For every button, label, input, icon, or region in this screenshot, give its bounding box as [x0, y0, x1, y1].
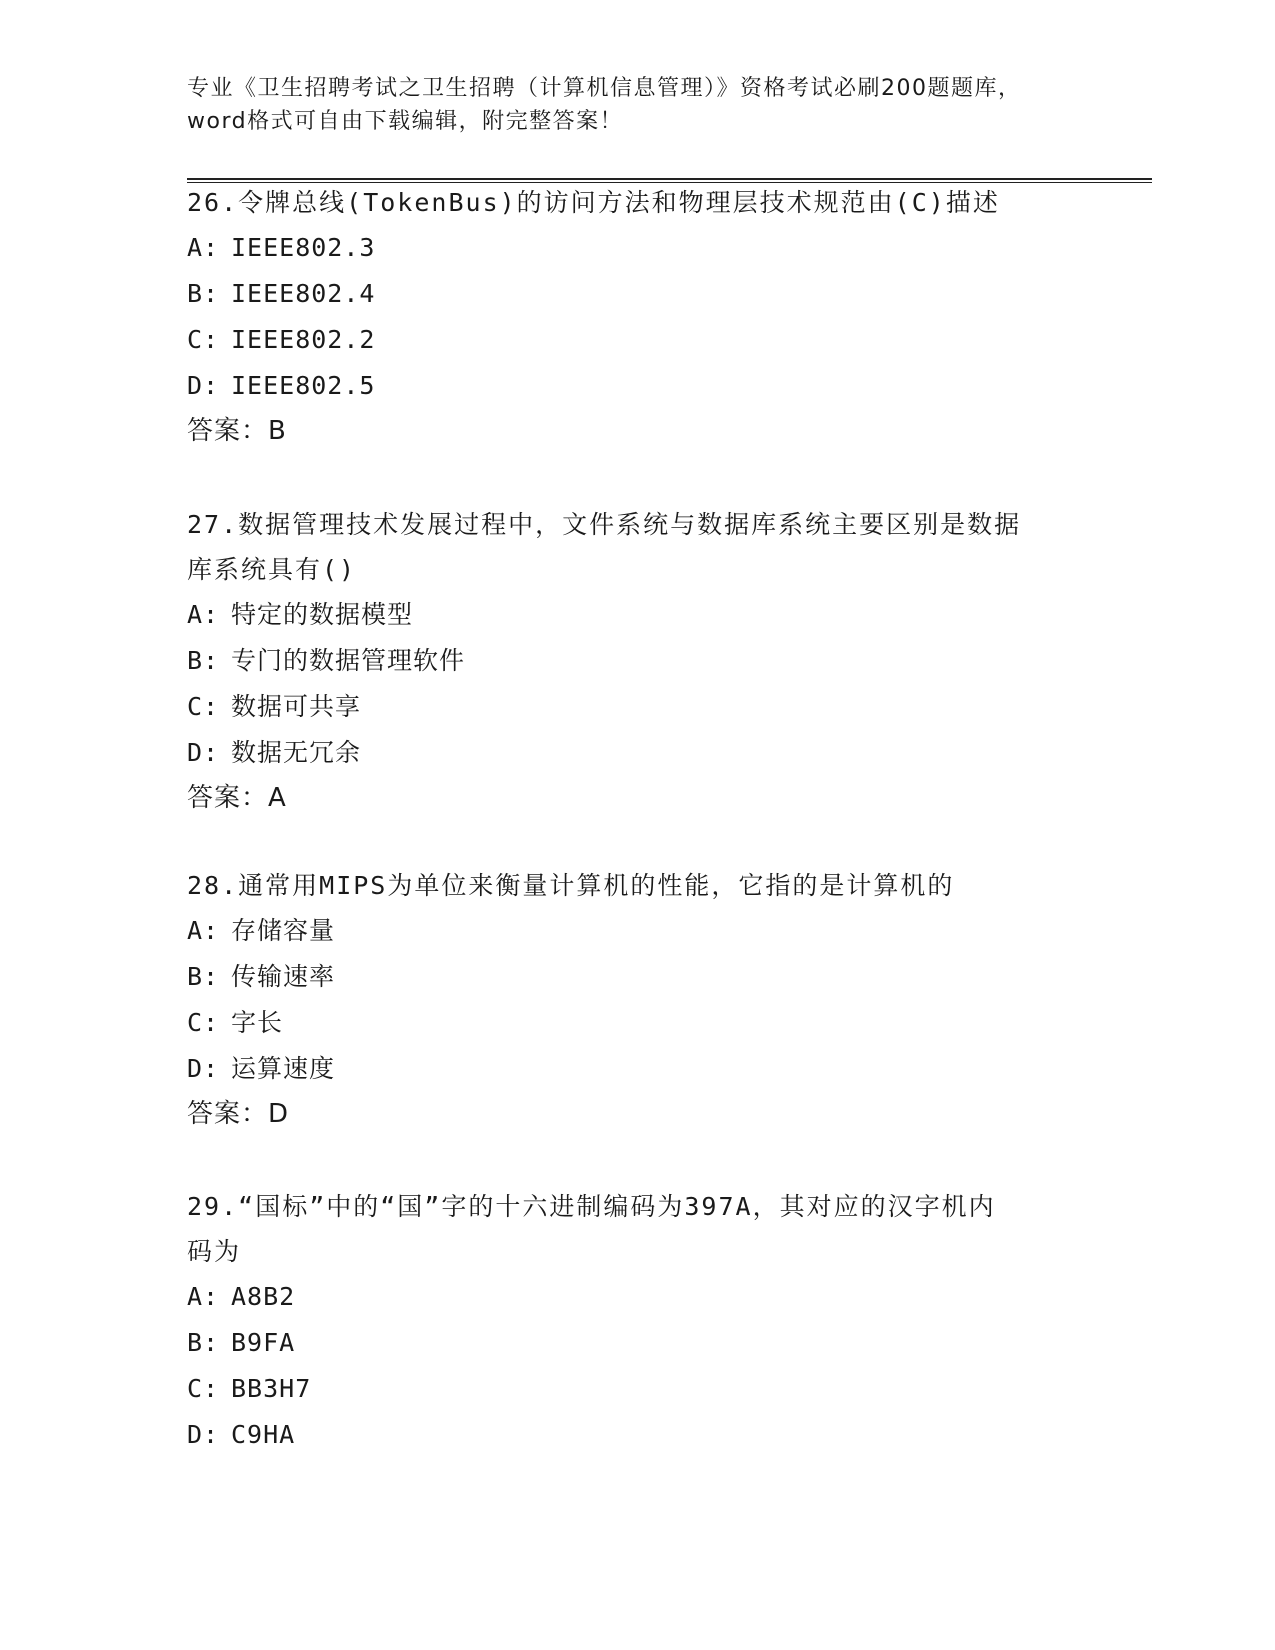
option-text: IEEE802.4	[231, 279, 376, 308]
question-line: 29.“国标”中的“国”字的十六进制编码为397A，其对应的汉字机内	[187, 1192, 996, 1221]
option-a	[187, 1274, 1087, 1320]
option-text: 存储容量	[231, 916, 336, 945]
question-text	[187, 180, 1087, 225]
option-b	[187, 638, 1087, 684]
question-line: 库系统具有()	[187, 555, 357, 584]
question-28	[187, 863, 1087, 1138]
option-text: B9FA	[231, 1328, 296, 1357]
question-text	[187, 863, 1087, 908]
option-d	[187, 730, 1087, 776]
question-26	[187, 180, 1087, 455]
question-27	[187, 502, 1087, 822]
question-line: 28.通常用MIPS为单位来衡量计算机的性能，它指的是计算机的	[187, 871, 955, 900]
option-text: 专门的数据管理软件	[231, 646, 466, 675]
option-letter: A:	[187, 1282, 220, 1311]
option-letter: B:	[187, 646, 220, 675]
option-letter: C:	[187, 325, 220, 354]
option-letter: A:	[187, 916, 220, 945]
option-a	[187, 225, 1087, 271]
option-letter: D:	[187, 1420, 220, 1449]
option-letter: C:	[187, 1374, 220, 1403]
option-text: A8B2	[231, 1282, 296, 1311]
question-line: 26.令牌总线(TokenBus)的访问方法和物理层技术规范由(C)描述	[187, 188, 1000, 217]
option-text: 传输速率	[231, 962, 336, 991]
option-letter: C:	[187, 1008, 220, 1037]
option-text: 数据无冗余	[231, 738, 362, 767]
option-text: 字长	[231, 1008, 284, 1037]
option-text: IEEE802.5	[231, 371, 376, 400]
answer-text: 答案：D	[187, 1099, 290, 1129]
question-text	[187, 1184, 1087, 1274]
page-header	[187, 72, 1087, 138]
question-29	[187, 1184, 1087, 1458]
option-b	[187, 1320, 1087, 1366]
answer-text: 答案：A	[187, 783, 287, 813]
option-text: BB3H7	[231, 1374, 312, 1403]
option-d	[187, 1412, 1087, 1458]
question-line: 码为	[187, 1237, 242, 1266]
option-c	[187, 1366, 1087, 1412]
option-text: IEEE802.3	[231, 233, 376, 262]
option-text: IEEE802.2	[231, 325, 376, 354]
option-letter: B:	[187, 279, 220, 308]
option-text: C9HA	[231, 1420, 296, 1449]
question-text	[187, 502, 1087, 592]
option-letter: B:	[187, 1328, 220, 1357]
option-letter: A:	[187, 233, 220, 262]
option-b	[187, 954, 1087, 1000]
option-b	[187, 271, 1087, 317]
option-letter: A:	[187, 600, 220, 629]
option-text: 特定的数据模型	[231, 600, 414, 629]
option-a	[187, 592, 1087, 638]
header-line-2: word格式可自由下载编辑，附完整答案！	[187, 109, 624, 134]
option-a	[187, 908, 1087, 954]
header-line-1: 专业《卫生招聘考试之卫生招聘（计算机信息管理）》资格考试必刷200题题库，	[187, 76, 1022, 101]
question-line: 27.数据管理技术发展过程中，文件系统与数据库系统主要区别是数据	[187, 510, 1022, 539]
option-d	[187, 1046, 1087, 1092]
option-letter: B:	[187, 962, 220, 991]
answer-text: 答案：B	[187, 416, 287, 446]
option-c	[187, 1000, 1087, 1046]
option-letter: D:	[187, 371, 220, 400]
option-c	[187, 684, 1087, 730]
option-text: 数据可共享	[231, 692, 362, 721]
option-c	[187, 317, 1087, 363]
option-letter: D:	[187, 1054, 220, 1083]
option-text: 运算速度	[231, 1054, 336, 1083]
option-letter: D:	[187, 738, 220, 767]
option-letter: C:	[187, 692, 220, 721]
option-d	[187, 363, 1087, 409]
